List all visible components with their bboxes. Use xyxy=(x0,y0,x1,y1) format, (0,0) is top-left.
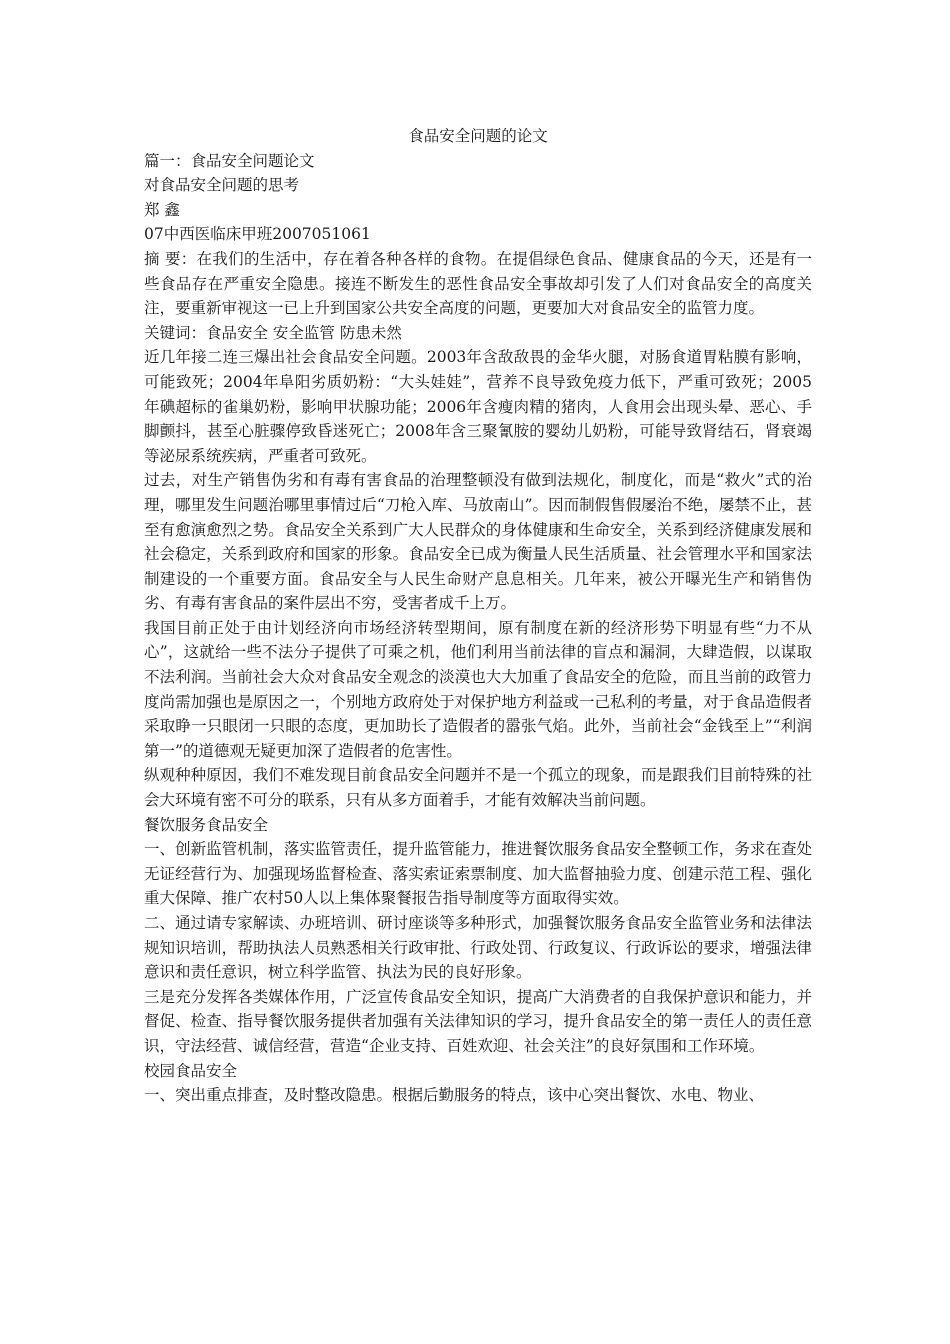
body-paragraph: 过去，对生产销售伪劣和有毒有害食品的治理整顿没有做到法规化，制度化，而是“救火”式的治理，哪里发生问题治哪里事情过后“刀枪入库、马放南山”。因而制假售假屡治不绝，屡禁不止，甚至有愈演愈烈之势。食品安全关系到广大人民群众的身体健康和生命安全，关系到经济健康发展和社会稳定，关系到政府和国家的形象。食品安全已成为衡量人民生活质量、社会管理水平和国家法制建设的一个重要方面。食品安全与人民生命财产息息相关。几年来，被公开曝光生产和销售伪劣、有毒有害食品的案件层出不穷，受害者成千上万。 xyxy=(144,471,812,613)
document-title: 食品安全问题的论文 xyxy=(408,127,548,145)
body-paragraph: 二、通过请专家解读、办班培训、研讨座谈等多种形式，加强餐饮服务食品安全监管业务和法律法规知识培训，帮助执法人员熟悉相关行政审批、行政处罚、行政复议、行政诉讼的要求，增强法律意识和责任意识，树立科学监管、执法为民的良好形象。 xyxy=(144,914,812,982)
body-paragraph: 一、创新监管机制，落实监管责任，提升监管能力，推进餐饮服务食品安全整顿工作，务求在查处无证经营行为、加强现场监督检查、落实索证索票制度、加大监督抽验力度、创建示范工程、强化重大保障、推广农村50人以上集体聚餐报告指导制度等方面取得实效。 xyxy=(144,840,812,908)
body-paragraph: 我国目前正处于由计划经济向市场经济转型期间，原有制度在新的经济形势下明显有些“力不从心”，这就给一些不法分子提供了可乘之机，他们利用当前法律的盲点和漏洞，大肆造假，以谋取不法利润。当前社会大众对食品安全观念的淡漠也大大加重了食品安全的危险，而且当前的政管力度尚需加强也是原因之一，个别地方政府处于对保护地方利益或一己私利的考量，对于食品造假者采取睁一只眼闭一只眼的态度，更加助长了造假者的嚣张气焰。此外，当前社会“金钱至上”“利润第一”的道德观无疑更加深了造假者的危害性。 xyxy=(144,618,812,760)
subsection-heading-campus: 校园食品安全 xyxy=(144,1061,238,1080)
body-paragraph: 一、突出重点排查，及时整改隐患。根据后勤服务的特点，该中心突出餐饮、水电、物业、 xyxy=(144,1086,765,1105)
abstract-paragraph: 摘 要：在我们的生活中，存在着各种各样的食物。在提倡绿色食品、健康食品的今天，还是有一些食品存在严重安全隐患。接连不断发生的恶性食品安全事故却引发了人们对食品安全的高度关注，要重新审视这一已上升到国家公共安全高度的问题，更要加大对食品安全的监管力度。 xyxy=(144,249,812,318)
body-paragraph: 纵观种种原因，我们不难发现目前食品安全问题并不是一个孤立的现象，而是跟我们目前特殊的社会大环境有密不可分的联系，只有从多方面着手，才能有效解决当前问题。 xyxy=(144,766,812,810)
body-paragraph: 近几年接二连三爆出社会食品安全问题。2003年含敌敌畏的金华火腿，对肠食道胃粘膜有影响，可能致死；2004年阜阳劣质奶粉：“大头娃娃”，营养不良导致免疫力低下，严重可致死；2005年碘超标的雀巢奶粉，影响甲状腺功能；2006年含瘦肉精的猪肉，人食用会出现头晕、恶心、手脚颤抖，甚至心脏骤停致昏迷死亡；2008年含三聚氰胺的婴幼儿奶粉，可能导致肾结石，肾衰竭等泌尿系统疾病，严重者可致死。 xyxy=(144,348,812,465)
document-body xyxy=(144,124,812,1108)
keywords-line: 关键词：食品安全 安全监管 防患未然 xyxy=(144,323,402,342)
section-heading: 篇一：食品安全问题论文 xyxy=(144,151,315,170)
author-name: 郑 鑫 xyxy=(144,200,180,219)
body-paragraph: 三是充分发挥各类媒体作用，广泛宣传食品安全知识，提高广大消费者的自我保护意识和能力，并督促、检查、指导餐饮服务提供者加强有关法律知识的学习，提升食品安全的第一责任人的责任意识，守法经营、诚信经营，营造“企业支持、百姓欢迎、社会关注”的良好氛围和工作环境。 xyxy=(144,987,812,1055)
essay-title: 对食品安全问题的思考 xyxy=(144,176,300,195)
author-class-id: 07中西医临床甲班2007051061 xyxy=(144,225,371,244)
subsection-heading-catering: 餐饮服务食品安全 xyxy=(144,815,269,834)
